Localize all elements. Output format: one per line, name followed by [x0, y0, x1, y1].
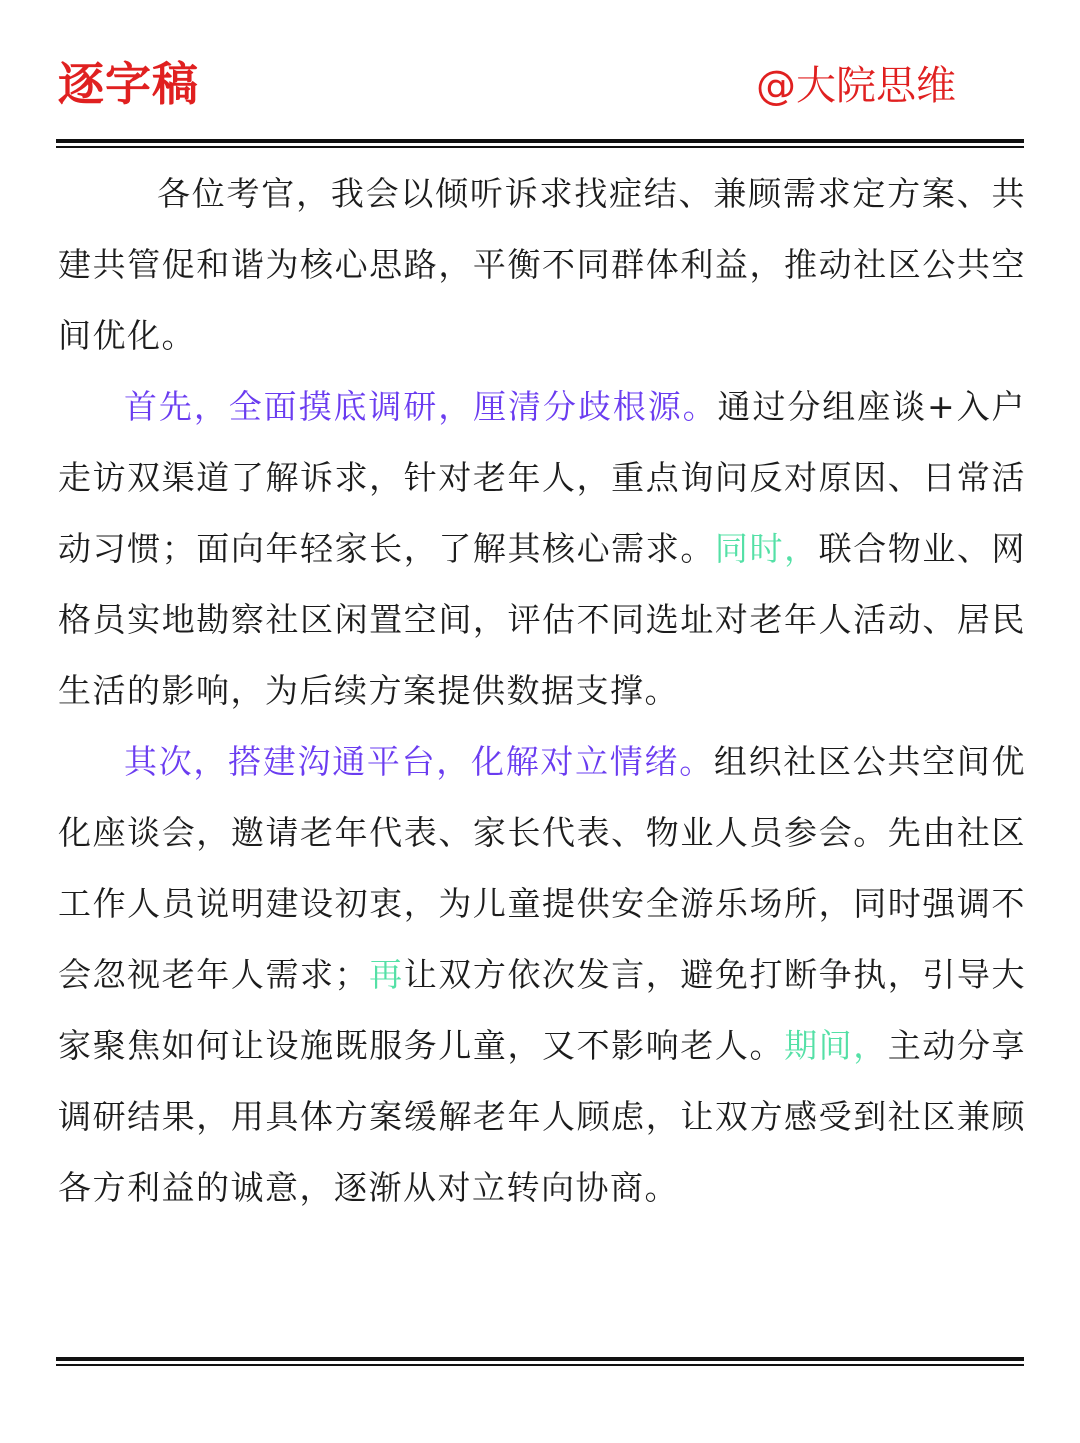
article-body	[58, 158, 1026, 1223]
paragraph-text: 通过分组座谈+入户走访双渠道了解诉求，针对老年人，重点询问反对原因、日常活动习惯；面向年轻家长，了解其核心需求。	[58, 387, 1027, 568]
paragraph-text: 组织社区公共空间优化座谈会，邀请老年代表、家长代表、物业人员参会。先由社区工作人员说明建设初衷，为儿童提供安全游乐场所，同时强调不会忽视老年人需求；	[58, 742, 1027, 994]
paragraph-second-step	[58, 726, 1026, 1223]
section-heading-second: 其次，搭建沟通平台，化解对立情绪。	[124, 742, 714, 781]
page-title: 逐字稿	[58, 57, 199, 111]
intro-paragraph: 各位考官，我会以倾听诉求找症结、兼顾需求定方案、共建共管促和谐为核心思路，平衡不同群体利益，推动社区公共空间优化。	[58, 174, 1026, 355]
transition-marker: 再	[369, 955, 404, 994]
paragraph-text: 联合物业、网格员实地勘察社区闲置空间，评估不同选址对老年人活动、居民生活的影响，为后续方案提供数据支撑。	[58, 529, 1027, 710]
transition-marker: 期间，	[784, 1026, 888, 1065]
paragraph-text: 让双方依次发言，避免打断争执，引导大家聚焦如何让设施既服务儿童，又不影响老人。	[58, 955, 1027, 1065]
author-handle: @大院思维	[756, 63, 956, 109]
paragraph-first-step	[58, 371, 1026, 726]
section-heading-first: 首先，全面摸底调研，厘清分歧根源。	[124, 387, 718, 426]
page-header	[58, 52, 1024, 122]
paragraph-text: 主动分享调研结果，用具体方案缓解老年人顾虑，让双方感受到社区兼顾各方利益的诚意，逐渐从对立转向协商。	[58, 1026, 1027, 1207]
top-divider	[56, 139, 1024, 148]
bottom-divider	[56, 1357, 1024, 1366]
transition-marker: 同时，	[714, 529, 819, 568]
